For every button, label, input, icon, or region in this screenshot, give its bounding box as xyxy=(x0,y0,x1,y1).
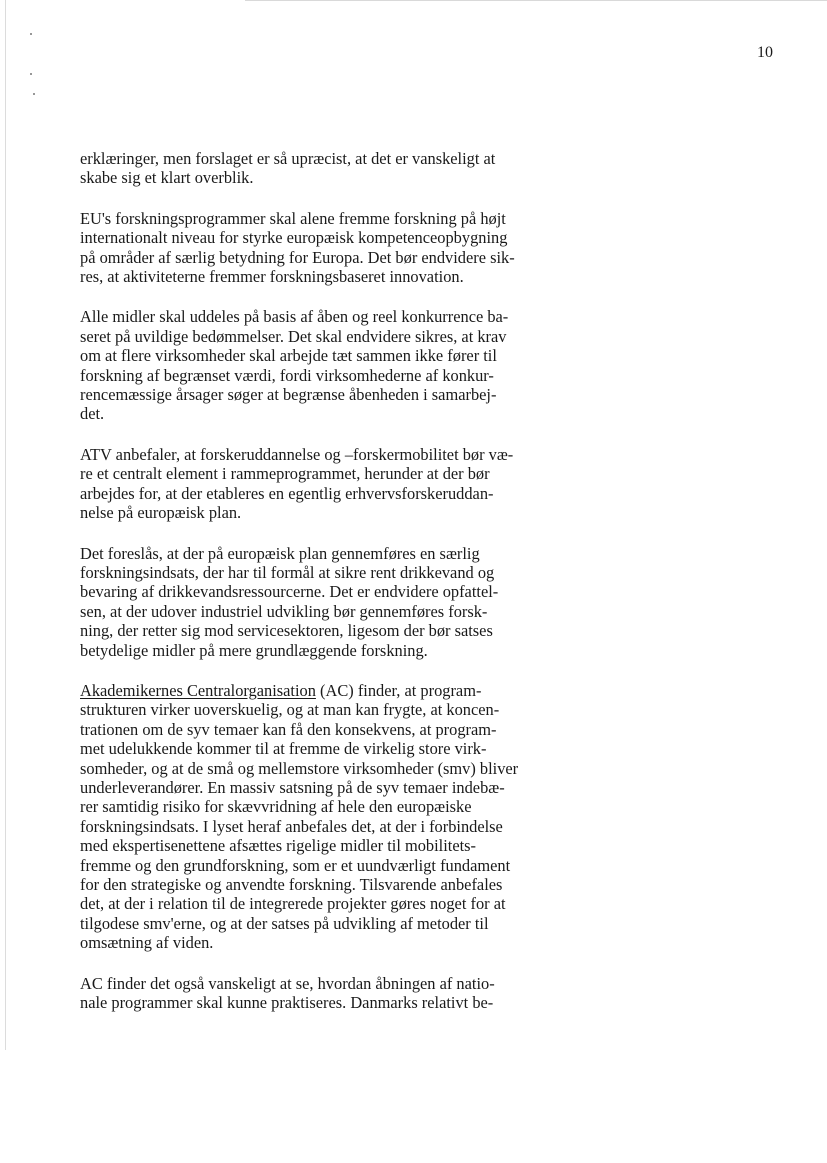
text-line: ning, der retter sig mod servicesektoren, ligesom der bør satses xyxy=(80,621,493,641)
text-line: rencemæssige årsager søger at begrænse åbenheden i samarbej- xyxy=(80,385,497,405)
text-line: bevaring af drikkevandsressourcerne. Det er endvidere opfattel- xyxy=(80,582,499,602)
text-line: med ekspertisenettene afsættes rigelige midler til mobilitets- xyxy=(80,836,477,856)
organization-name: Akademikernes Centralorganisation xyxy=(80,680,316,700)
text-line: nale programmer skal kunne praktiseres. Danmarks relativt be- xyxy=(80,993,494,1013)
text-line: tilgodese smv'erne, og at der satses på udvikling af metoder til xyxy=(80,913,489,933)
paragraph xyxy=(80,445,600,523)
text-line: om at flere virksomheder skal arbejde tæt sammen ikke fører til xyxy=(80,346,497,366)
text-line: met udelukkende kommer til at fremme de virkelig store virk- xyxy=(80,739,487,759)
text-line: på områder af særlig betydning for Europa. Det bør endvidere sik- xyxy=(80,247,515,267)
scan-speck xyxy=(30,73,32,75)
text-line: for den strategiske og anvendte forskning. Tilsvarende anbefales xyxy=(80,875,503,894)
paragraph xyxy=(80,209,600,287)
text-line: det. xyxy=(80,404,105,424)
text-line: seret på uvildige bedømmelser. Det skal endvidere sikres, at krav xyxy=(80,326,507,346)
text-line: EU's forskningsprogrammer skal alene fremme forskning på højt xyxy=(80,208,506,228)
text-line: trationen om de syv temaer kan få den konsekvens, at program- xyxy=(80,719,497,739)
text-line: AC finder det også vanskeligt at se, hvordan åbningen af natio- xyxy=(80,973,495,993)
scan-left-edge xyxy=(5,0,6,1050)
text-line: nelse på europæisk plan. xyxy=(80,503,242,523)
text-line: skabe sig et klart overblik. xyxy=(80,168,254,188)
scan-top-edge xyxy=(245,0,827,1)
text-line: fremme og den grundforskning, som er et uundværligt fundament xyxy=(80,855,511,875)
text-line: ATV anbefaler, at forskeruddannelse og –forskermobilitet bør væ- xyxy=(80,444,514,464)
text-line: det, at der i relation til de integrerede projekter gøres noget for at xyxy=(80,894,506,914)
text-line: somheder, og at de små og mellemstore virksomheder (smv) bliver xyxy=(80,758,519,778)
text-line: forskningsindsats, der har til formål at sikre rent drikkevand og xyxy=(80,562,495,582)
document-body xyxy=(80,149,600,1033)
text-line: Alle midler skal uddeles på basis af åben og reel konkurrence ba- xyxy=(80,307,509,327)
paragraph xyxy=(80,149,600,188)
text-line: omsætning af viden. xyxy=(80,933,214,953)
text-line: forskningsindsats. I lyset heraf anbefales det, at der i forbindelse xyxy=(80,816,503,836)
paragraph xyxy=(80,681,600,953)
text-line xyxy=(80,681,600,700)
text-line: res, at aktiviteterne fremmer forskningsbaseret innovation. xyxy=(80,267,464,287)
text-fragment: (AC) finder, at program- xyxy=(315,680,482,700)
scan-speck xyxy=(33,93,35,95)
text-line: Det foreslås, at der på europæisk plan gennemføres en særlig xyxy=(80,543,480,563)
text-line: internationalt niveau for styrke europæisk kompetenceopbygning xyxy=(80,228,508,248)
text-line: sen, at der udover industriel udvikling bør gennemføres forsk- xyxy=(80,601,488,621)
text-line: erklæringer, men forslaget er så upræcist, at det er vanskeligt at xyxy=(80,149,496,168)
scan-speck xyxy=(30,33,32,35)
text-line: strukturen virker uoverskuelig, og at man kan frygte, at koncen- xyxy=(80,700,500,720)
text-line: forskning af begrænset værdi, fordi virksomhederne af konkur- xyxy=(80,365,494,385)
text-line: betydelige midler på mere grundlæggende forskning. xyxy=(80,640,428,660)
paragraph xyxy=(80,544,600,660)
paragraph xyxy=(80,307,600,423)
text-line: re et centralt element i rammeprogrammet, herunder at der bør xyxy=(80,464,490,484)
text-line: underleverandører. En massiv satsning på de syv temaer indebæ- xyxy=(80,777,505,797)
page-number: 10 xyxy=(757,44,773,61)
paragraph xyxy=(80,974,600,1013)
text-line: rer samtidig risiko for skævvridning af hele den europæiske xyxy=(80,797,472,817)
text-line: arbejdes for, at der etableres en egentlig erhvervsforskeruddan- xyxy=(80,483,494,503)
